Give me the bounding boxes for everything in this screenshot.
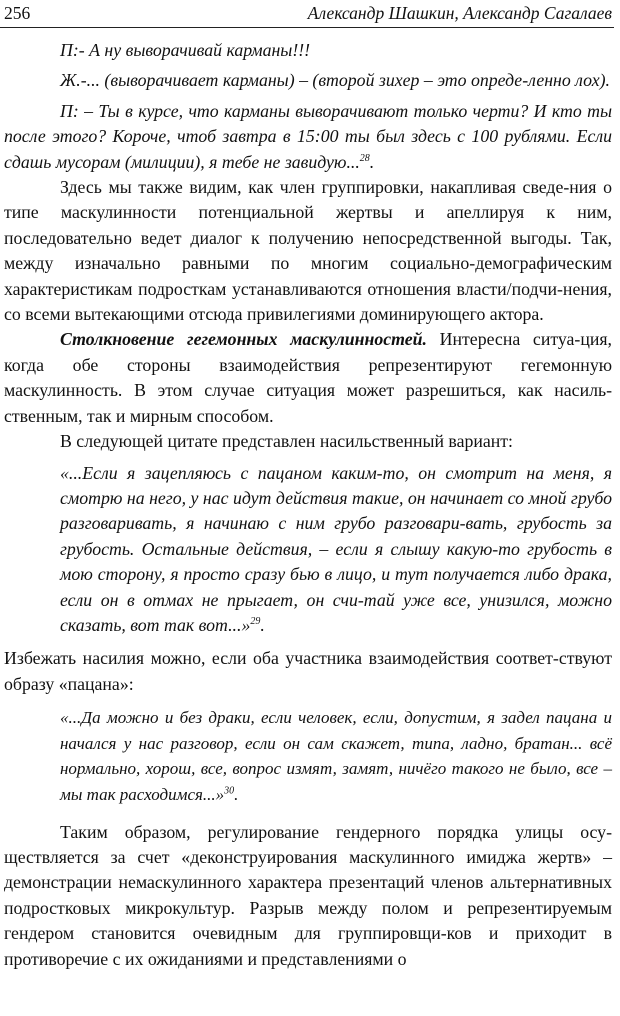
body-text — [4, 175, 612, 454]
body-text — [4, 820, 612, 972]
footnote-marker: 30 — [224, 785, 235, 797]
paragraph: Здесь мы также видим, как член группировки, накапливая сведе-ния о типе маскулинности потенциальной жертвы и апеллируя к ним, последовательно ведет диалог к получению непосредственной выгоды. Так, между изначально равными по многим социально-демографическим характеристикам подросткам устанавливаются отношения власти/подчи-нения, со всеми вытекающими отсюда привилегиями доминирующего актора. — [4, 177, 612, 325]
footnote-marker: 29 — [250, 616, 261, 628]
paragraph: Таким образом, регулирование гендерного порядка улицы осу-ществляется за счет «деконструирования маскулинного имиджа жертв» – демонстрации немаскулинного характера презентаций членов альтернативных подростковых микрокультур. Разрыв между полом и репрезентируемым гендером становится очевидным для группировщи-ков и приходит в противоречие с их ожиданиями и представлениями о — [4, 821, 612, 969]
section-heading: Столкновение гегемонных маскулинностей. — [60, 329, 427, 350]
block-quote: «...Да можно и без драки, если человек, если, допустим, я задел пацана и начался у нас разговор, если он сам скажет, типа, ладно, братан... всё нормально, хорош, все, вопрос измят, замят, ничёго такого не было, все – мы так расходимся...»$^{30}$. — [60, 708, 612, 804]
page-content — [4, 38, 612, 972]
page-header — [4, 2, 612, 28]
dialog-line: П:- А ну выворачивай карманы!!! — [60, 40, 311, 60]
body-text — [4, 646, 612, 697]
header-rule — [0, 27, 614, 28]
paragraph: В следующей цитате представлен насильственный вариант: — [60, 431, 513, 452]
footnote-marker: 28 — [359, 152, 370, 164]
running-title: Александр Шашкин, Александр Сагалаев — [307, 3, 612, 23]
dialog-excerpt — [4, 38, 612, 175]
dialog-line: Ж.-... (выворачивает карманы) – (второй зихер – это опреде-ленно лох). — [60, 70, 610, 91]
paragraph: Избежать насилия можно, если оба участника взаимодействия соответ-ствуют образу «пацана»: — [4, 648, 612, 694]
paragraph: Столкновение гегемонных маскулинностей. Интересна ситуа-ция, когда обе стороны взаимодействия репрезентируют гегемонную маскулинность. В этом случае ситуация может разрешиться, как насиль-ственным, так и мирным способом. — [4, 329, 612, 426]
page-number: 256 — [4, 3, 31, 23]
block-quote: «...Если я зацепляюсь с пацаном каким-то, он смотрит на меня, я смотрю на него, у нас идут действия такие, он начинает со мной грубо разговаривать, я начинаю с ним грубо разговари-вать, грубость за грубость. Остальные действия, – если я слышу какую-то грубость в мою сторону, я просто сразу бью в лицо, и тут получается либо драка, если он в отмах не прыгает, он счи-тай уже все, унизился, можно сказать, вот так вот...»$^{29}$. — [60, 462, 612, 635]
dialog-line: П: – Ты в курсе, что карманы выворачивают только черти? И кто ты после этого? Короче, чтоб завтра в 15:00 ты был здесь с 100 рублями. Если сдашь мусорам (милиции), я тебе не завидую...$^{28}$. — [4, 100, 612, 172]
